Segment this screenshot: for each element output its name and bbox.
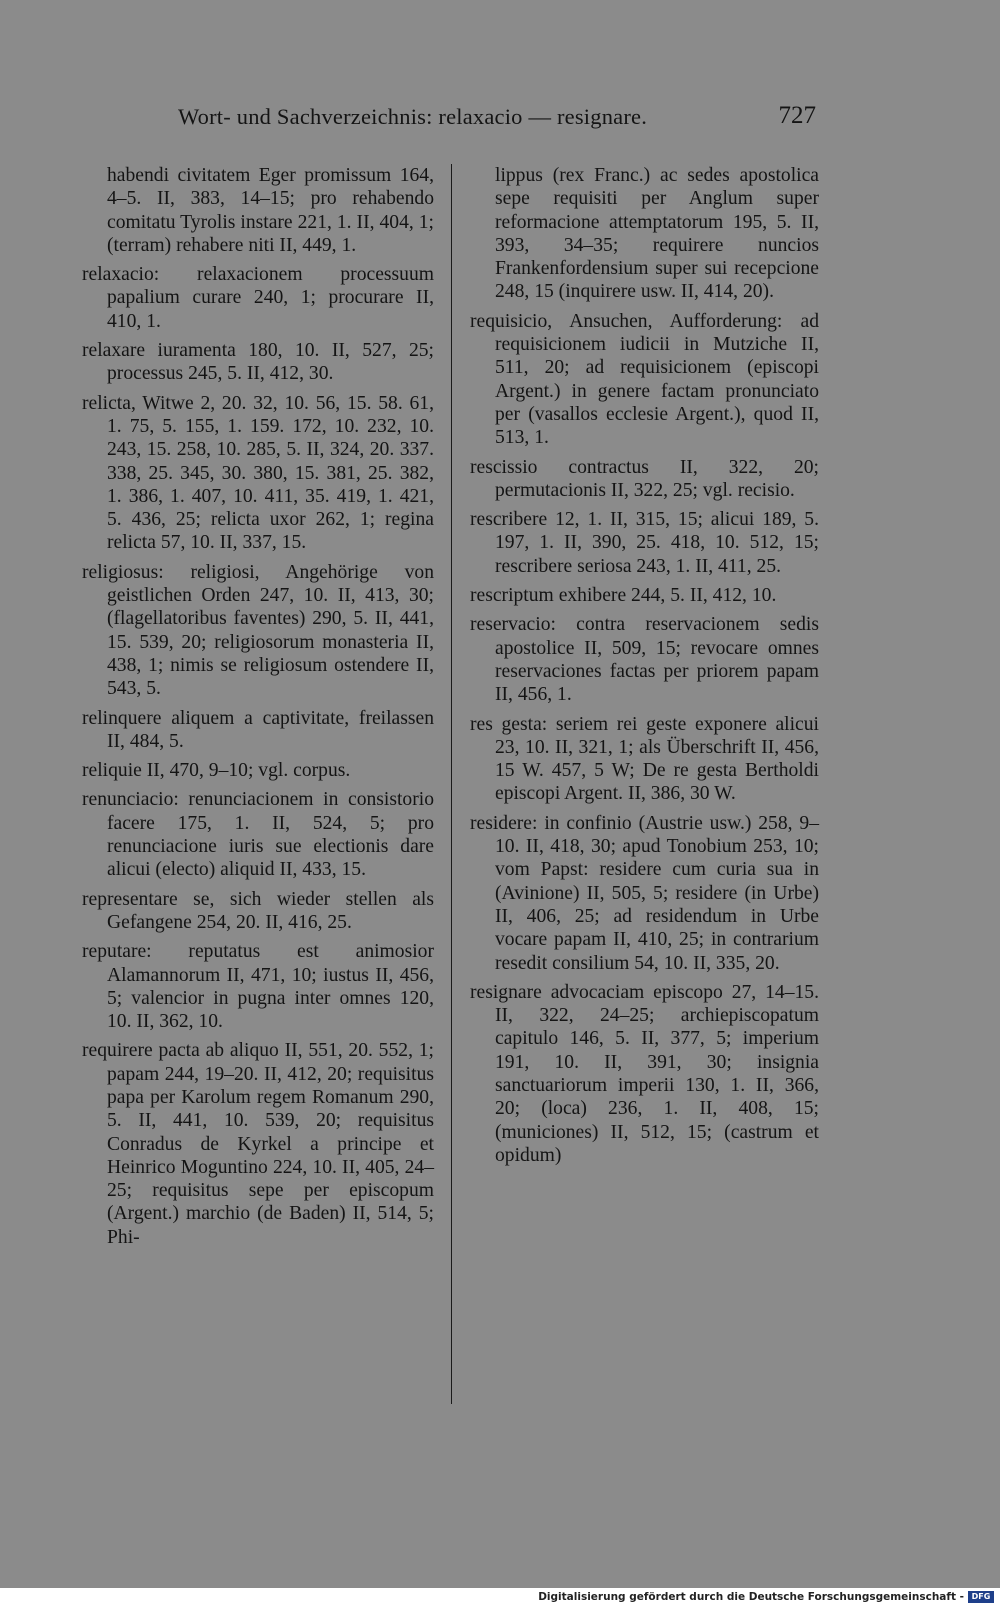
index-entry: reputare: reputatus est animosior Alamannorum II, 471, 10; iustus II, 456, 5; valencior in pugna inter omnes 120, 10. II, 362, 10. <box>82 941 434 1033</box>
digitization-footer <box>0 1588 1000 1607</box>
index-entry: representare se, sich wieder stellen als Gefangene 254, 20. II, 416, 25. <box>82 888 434 933</box>
right-column <box>470 164 819 1173</box>
index-entry: religiosus: religiosi, Angehörige von geistlichen Orden 247, 10. II, 413, 30; (flagellatoribus faventes) 290, 5. II, 441, 15. 539, 20; religiosorum monasteria II, 438, 1; nimis se religiosum ostendere II, 543, 5. <box>82 561 434 700</box>
index-entry: resignare advocaciam episcopo 27, 14–15. II, 322, 24–25; archiepiscopatum capitulo 146, 5. II, 377, 5; imperium 191, 10. II, 391, 30; insignia sanctuariorum imperii 130, 1. II, 366, 20; (loca) 236, 1. II, 408, 15; (municiones) II, 512, 15; (castrum et opidum) <box>470 981 819 1166</box>
index-entry: reservacio: contra reservacionem sedis apostolice II, 509, 15; revocare omnes reservaciones factas per priorem papam II, 456, 1. <box>470 614 819 706</box>
index-entry: habendi civitatem Eger promissum 164, 4–5. II, 383, 14–15; pro rehabendo comitatu Tyrolis instare 221, 1. II, 404, 1; (terram) rehabere niti II, 449, 1. <box>107 165 434 256</box>
index-entry: renunciacio: renunciacionem in consistorio facere 175, 1. II, 524, 5; pro renunciacione iuris sue electionis dare alicui (electo) aliquid II, 433, 15. <box>82 789 434 881</box>
index-entry: res gesta: seriem rei geste exponere alicui 23, 10. II, 321, 1; als Überschrift II, 456, 15 W. 457, 5 W; De re gesta Bertholdi episcopi Argent. II, 386, 30 W. <box>470 713 819 805</box>
index-entry: relaxacio: relaxacionem processuum papalium curare 240, 1; procurare II, 410, 1. <box>82 264 434 332</box>
index-entry: relicta, Witwe 2, 20. 32, 10. 56, 15. 58. 61, 1. 75, 5. 155, 1. 159. 172, 10. 232, 10. 243, 15. 258, 10. 285, 5. II, 324, 20. 337. 338, 25. 345, 30. 380, 15. 381, 25. 382, 1. 386, 1. 407, 10. 411, 35. 419, 1. 421, 5. 436, 25; relicta uxor 262, 1; regina relicta 57, 10. II, 337, 15. <box>82 392 434 554</box>
index-entry: reliquie II, 470, 9–10; vgl. corpus. <box>82 760 351 782</box>
column-divider <box>451 164 452 1404</box>
dfg-logo: DFG <box>968 1591 994 1603</box>
page-number: 727 <box>778 102 816 129</box>
index-entry: requirere pacta ab aliquo II, 551, 20. 552, 1; papam 244, 19–20. II, 412, 20; requisitus papa per Karolum regem Romanum 290, 5. II, 441, 10. 539, 20; requisitus Conradus de Kyrkel a principe et Heinrico Moguntino 224, 10. II, 405, 24–25; requisitus sepe per episcopum (Argent.) marchio (de Baden) II, 514, 5; Phi- <box>82 1040 434 1248</box>
running-header <box>178 104 816 134</box>
index-entry: lippus (rex Franc.) ac sedes apostolica sepe requisiti per Anglum super reformacione attemptatorum 195, 5. II, 393, 34–35; requirere nuncios Frankenfordensium super sui recepcione 248, 15 (inquirere usw. II, 414, 20). <box>495 165 819 303</box>
index-entry: rescriptum exhibere 244, 5. II, 412, 10. <box>470 585 777 607</box>
index-entry: residere: in confinio (Austrie usw.) 258, 9–10. II, 418, 30; apud Tonobium 253, 10; vom Papst: residere cum curia sua in (Avinione) II, 505, 5; residere (in Urbe) II, 406, 25; ad residendum in Urbe vocare papam II, 410, 25; in contrarium resedit consilium 54, 10. II, 335, 20. <box>470 812 819 974</box>
left-column <box>82 164 434 1255</box>
funding-note: Digitalisierung gefördert durch die Deutsche Forschungsgemeinschaft - <box>538 1591 964 1603</box>
index-entry: relaxare iuramenta 180, 10. II, 527, 25; processus 245, 5. II, 412, 30. <box>82 340 434 385</box>
header-title: Wort- und Sachverzeichnis: relaxacio — resignare. <box>178 104 648 129</box>
index-entry: rescribere 12, 1. II, 315, 15; alicui 189, 5. 197, 1. II, 390, 25. 418, 10. 512, 15; rescribere seriosa 243, 1. II, 411, 25. <box>470 509 819 577</box>
index-entry: relinquere aliquem a captivitate, freilassen II, 484, 5. <box>82 707 434 752</box>
index-entry: rescissio contractus II, 322, 20; permutacionis II, 322, 25; vgl. recisio. <box>470 456 819 501</box>
index-entry: requisicio, Ansuchen, Aufforderung: ad requisicionem iudicii in Mutziche II, 511, 20; ad requisicionem (episcopi Argent.) in genere factam pronunciato per (vasallos ecclesie Argent.), quod II, 513, 1. <box>470 310 819 449</box>
